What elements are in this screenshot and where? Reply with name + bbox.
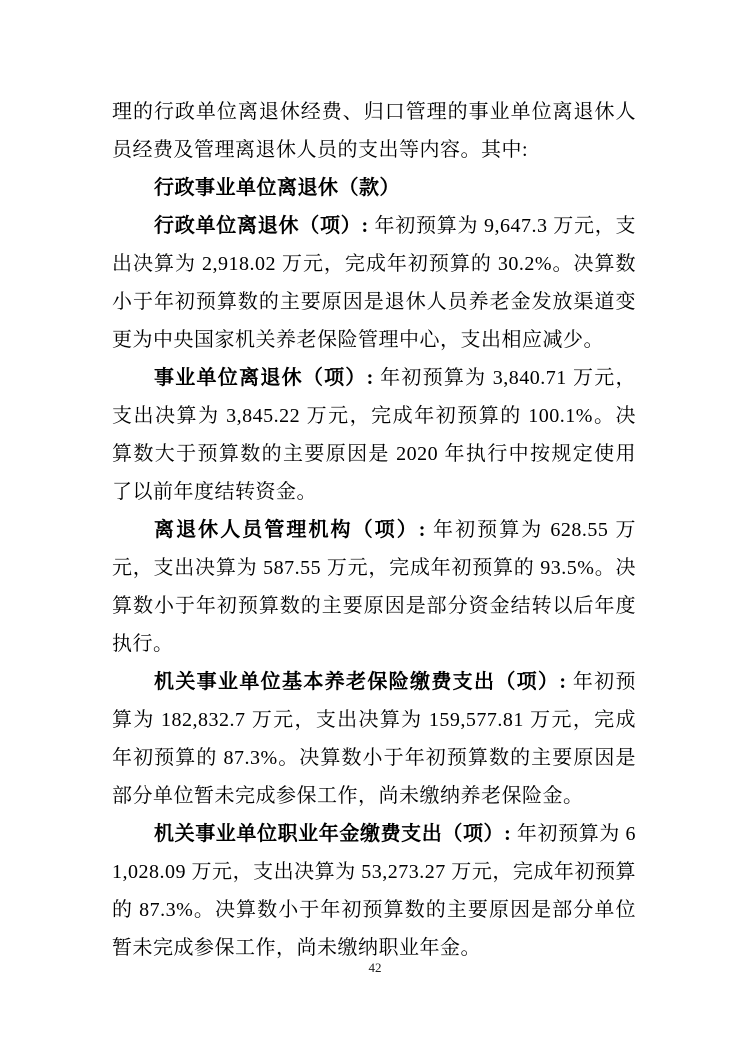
paragraph-xingzheng-danwei-lituixiu xyxy=(112,207,636,359)
paragraph-body: 年初预算为 3,840.71 万元，支出决算为 3,845.22 万元，完成年初预算的 100.1%。决算数大于预算数的主要原因是 2020 年执行中按规定使用了以前年度结转资金。 xyxy=(112,367,636,503)
paragraph-lead: 事业单位离退休（项）: xyxy=(154,367,374,389)
page-number: 42 xyxy=(368,960,382,975)
paragraph-body: 年初预算为 61,028.09 万元，支出决算为 53,273.27 万元，完成年初预算的 87.3%。决算数小于年初预算数的主要原因是部分单位暂未完成参保工作，尚未缴纳职业年金。 xyxy=(112,823,636,959)
paragraph-body: 年初预算为 182,832.7 万元，支出决算为 159,577.81 万元，完成年初预算的 87.3%。决算数小于年初预算数的主要原因是部分单位暂未完成参保工作，尚未缴纳养老保险金。 xyxy=(112,671,636,807)
paragraph-shiye-danwei-lituixiu xyxy=(112,359,636,511)
paragraph-continuation xyxy=(112,93,636,169)
paragraph-lead: 行政事业单位离退休（款） xyxy=(154,177,400,199)
paragraph-body: 理的行政单位离退休经费、归口管理的事业单位离退休人员经费及管理离退休人员的支出等内容。其中: xyxy=(112,101,636,161)
paragraph-lead: 机关事业单位基本养老保险缴费支出（项）: xyxy=(154,671,567,693)
paragraph-body: 年初预算为 9,647.3 万元，支出决算为 2,918.02 万元，完成年初预算的 30.2%。决算数小于年初预算数的主要原因是退休人员养老金发放渠道变更为中央国家机关养老保险管理中心，支出相应减少。 xyxy=(112,215,636,351)
paragraph-lead: 机关事业单位职业年金缴费支出（项）: xyxy=(154,823,512,845)
paragraph-zhiye-nianjin xyxy=(112,815,636,967)
paragraph-body: 年初预算为 628.55 万元，支出决算为 587.55 万元，完成年初预算的 93.5%。决算数小于年初预算数的主要原因是部分资金结转以后年度执行。 xyxy=(112,519,636,655)
paragraph-lead: 离退休人员管理机构（项）: xyxy=(154,519,426,541)
paragraph-lituixiu-guanli-jigou xyxy=(112,511,636,663)
section-heading-xingzheng-shiye-litui xyxy=(112,169,636,207)
paragraph-lead: 行政单位离退休（项）: xyxy=(154,215,369,237)
paragraph-jiben-yanglao-baoxian xyxy=(112,663,636,815)
page-content xyxy=(112,93,636,967)
